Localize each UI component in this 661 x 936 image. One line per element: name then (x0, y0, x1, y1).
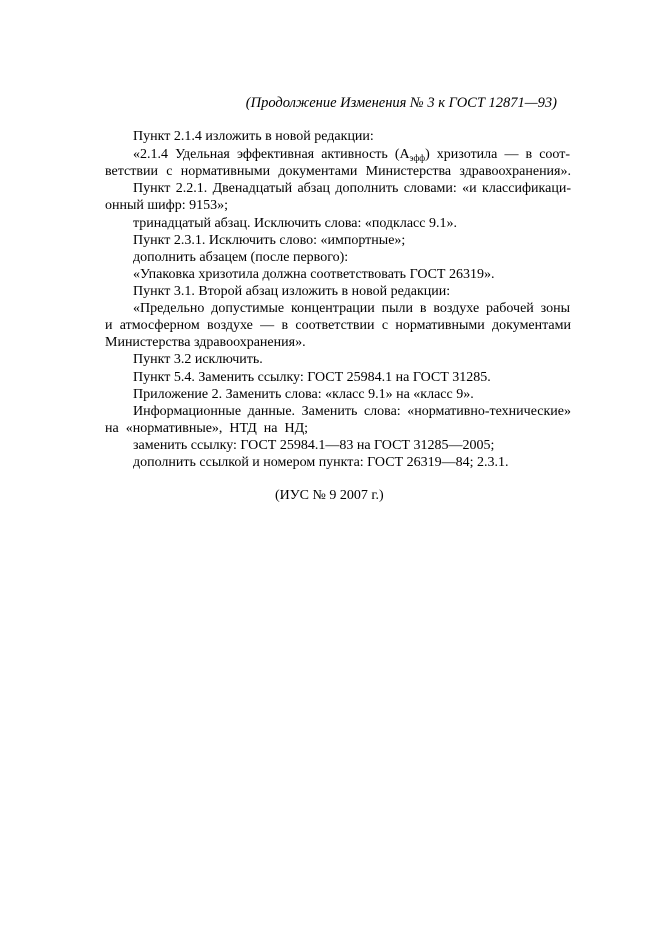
paragraph-line: тринадцатый абзац. Исключить слова: «подкласс 9.1». (133, 216, 457, 231)
page-footer: (ИУС № 9 2007 г.) (275, 488, 384, 503)
paragraph-line: Информационные данные. Заменить слова: «нормативно-технические» (133, 404, 571, 419)
paragraph-line: дополнить абзацем (после первого): (133, 250, 349, 265)
paragraph-line: «Упаковка хризотила должна соответствовать ГОСТ 26319». (133, 267, 495, 282)
paragraph-line: ветствии с нормативными документами Министерства здравоохранения». (105, 164, 571, 179)
paragraph-line: Пункт 5.4. Заменить ссылку: ГОСТ 25984.1 на ГОСТ 31285. (133, 370, 491, 385)
paragraph-line: на «нормативные», НТД на НД; (105, 421, 309, 436)
paragraph-line: онный шифр: 9153»; (105, 198, 229, 213)
paragraph-line: Министерства здравоохранения». (105, 335, 306, 350)
text-span: «2.1.4 Удельная эффективная активность (А (133, 147, 410, 162)
paragraph-line: дополнить ссылкой и номером пункта: ГОСТ 26319—84; 2.3.1. (133, 455, 509, 470)
paragraph-line: «Предельно допустимые концентрации пыли в воздухе рабочей зоны (133, 301, 570, 316)
paragraph-line: Приложение 2. Заменить слова: «класс 9.1» на «класс 9». (133, 387, 474, 402)
subscript: эфф (409, 153, 426, 163)
paragraph-line: и атмосферном воздухе — в соответствии с нормативными документами (105, 318, 571, 333)
paragraph-line: Пункт 2.2.1. Двенадцатый абзац дополнить словами: «и классификаци- (133, 181, 571, 196)
paragraph-line: Пункт 3.1. Второй абзац изложить в новой редакции: (133, 284, 451, 299)
paragraph-line: Пункт 2.1.4 изложить в новой редакции: (133, 129, 374, 144)
paragraph-line: Пункт 2.3.1. Исключить слово: «импортные»; (133, 233, 406, 248)
paragraph-line: заменить ссылку: ГОСТ 25984.1—83 на ГОСТ 31285—2005; (133, 438, 495, 453)
page-header: (Продолжение Изменения № 3 к ГОСТ 12871—93) (245, 95, 557, 111)
paragraph-line: Пункт 3.2 исключить. (133, 352, 263, 367)
text-span: ) хризотила — в соот- (425, 147, 570, 162)
